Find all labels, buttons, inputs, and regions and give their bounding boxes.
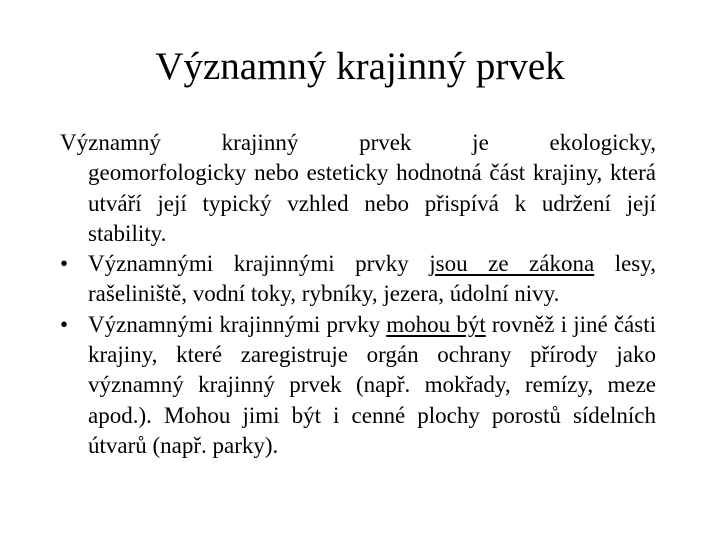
bullet-text-before: Významnými krajinnými prvky [88,251,430,277]
intro-line-1: Významný krajinný prvek je ekologicky, [60,130,656,155]
bullet-text-underlined: mohou být [386,311,486,337]
bullet-text-after: lesy, rašeliniště, vodní toky, rybníky, jezera, údolní nivy. [88,251,656,307]
intro-paragraph [60,128,656,249]
bullet-text-after: rovněž i jiné části krajiny, které zaregistruje orgán ochrany přírody jako významný krajinný prvek (např. mokřady, remízy, meze apod.). Mohou jimi být i cenné plochy porostů sídelních útvarů (např. parky). [88,311,656,458]
bullet-text-underlined: jsou ze zákona [429,251,595,277]
bullet-text-before: Významnými krajinnými prvky [88,311,387,337]
bullet-symbol: • [60,251,69,277]
intro-continuation: geomorfologicky nebo esteticky hodnotná část krajiny, která utváří její typický vzhled nebo přispívá k udržení její stability. [88,160,656,246]
slide-title: Významný krajinný prvek [155,45,565,88]
bullet-item-registered [60,310,656,461]
slide-body [60,128,656,461]
bullet-symbol: • [60,311,69,337]
bullet-item-statutory [60,249,656,310]
